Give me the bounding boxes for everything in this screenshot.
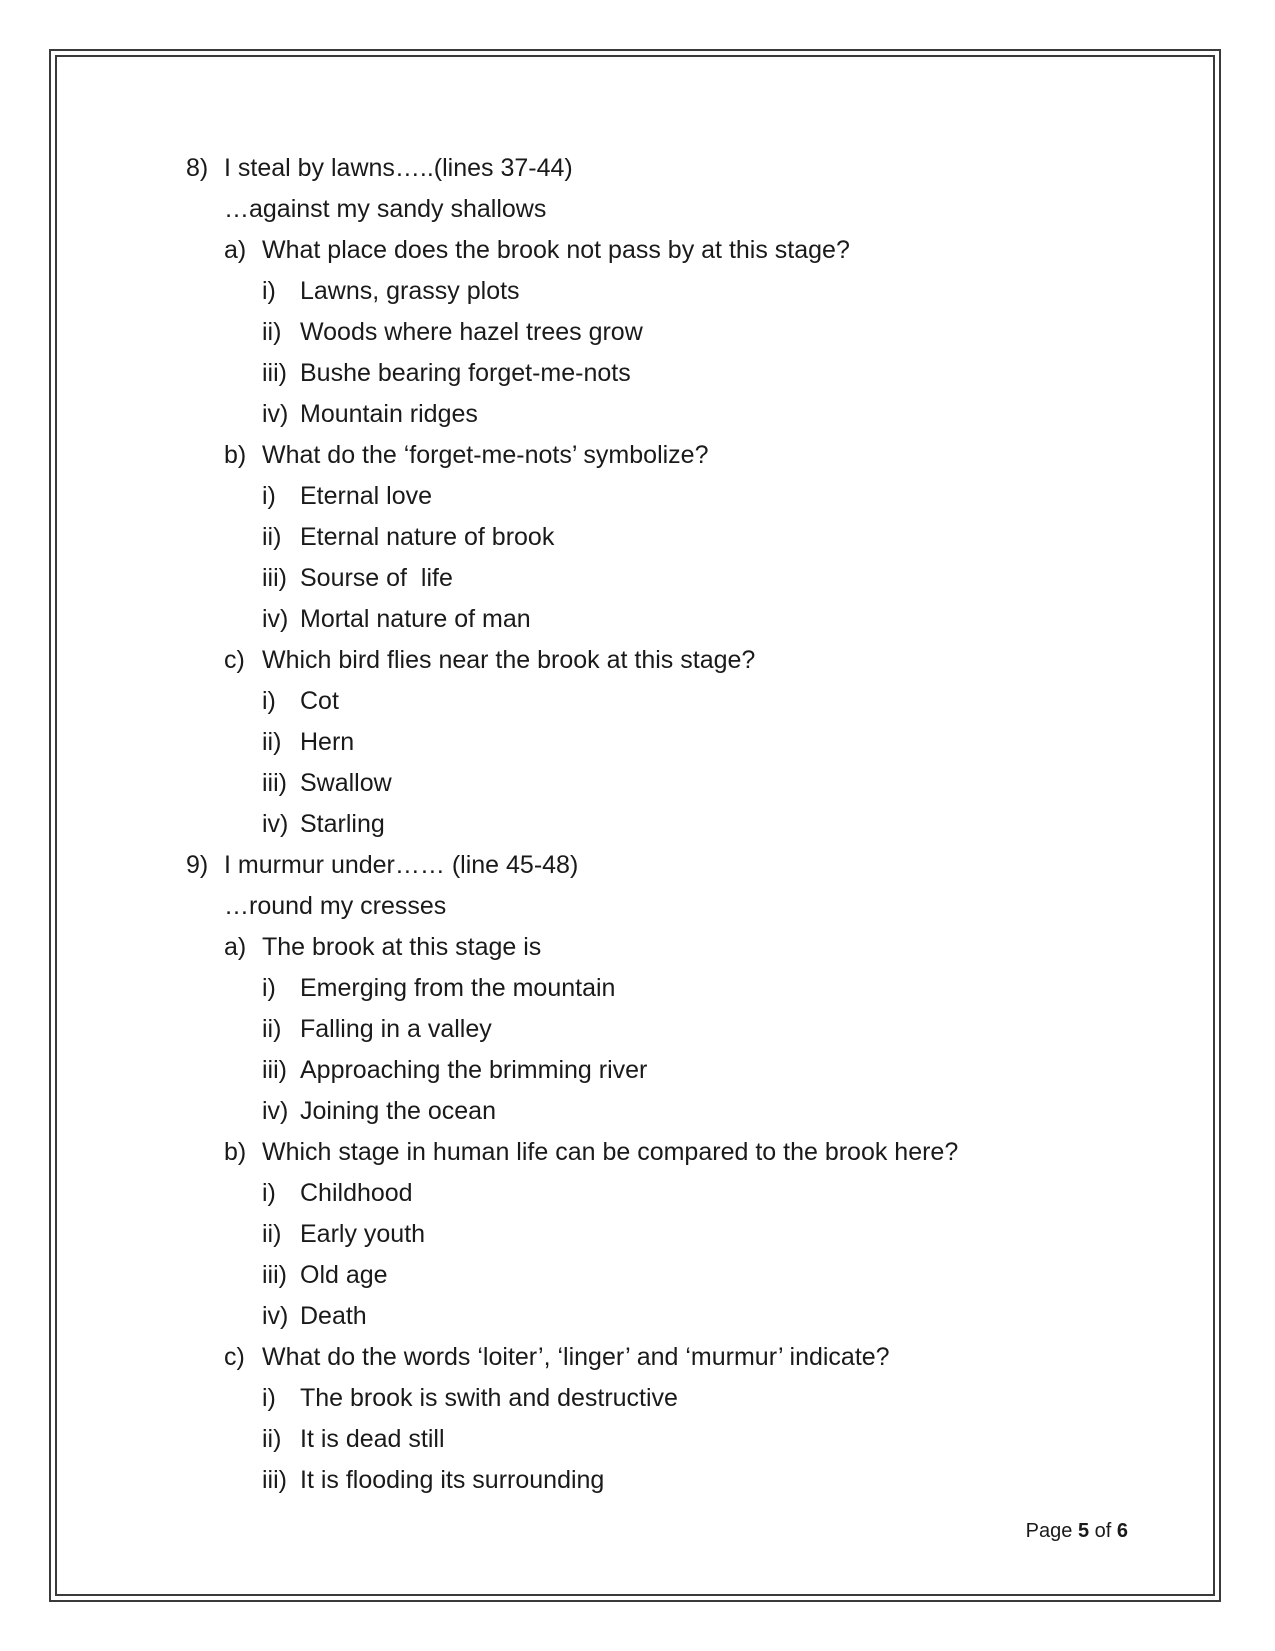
option-item: [186, 394, 1086, 435]
option-label: i): [262, 974, 276, 1002]
question-number: 8): [186, 154, 209, 182]
option-item: [186, 1214, 1086, 1255]
option-text: It is flooding its surrounding: [300, 1466, 605, 1494]
option-item: [186, 681, 1086, 722]
question-content: [186, 148, 1086, 1501]
option-text: Eternal love: [300, 482, 433, 510]
option-label: i): [262, 277, 276, 305]
part-label: b): [224, 441, 247, 469]
total-pages-number: 6: [1116, 1520, 1128, 1542]
page-number-footer: [1026, 1520, 1128, 1543]
part-question: What do the ‘forget-me-nots’ symbolize?: [262, 441, 709, 469]
option-label: iv): [262, 1302, 289, 1330]
option-label: i): [262, 1179, 276, 1207]
question-9-title: [186, 845, 1086, 886]
option-label: iii): [262, 564, 287, 592]
question-subtitle: …round my cresses: [224, 892, 447, 920]
question-title: I steal by lawns…..(lines 37-44): [224, 154, 573, 182]
option-text: Lawns, grassy plots: [300, 277, 520, 305]
option-text: Bushe bearing forget-me-nots: [300, 359, 631, 387]
option-item: [186, 1173, 1086, 1214]
option-label: iii): [262, 359, 287, 387]
option-label: iii): [262, 1056, 287, 1084]
option-label: ii): [262, 1425, 282, 1453]
option-label: iv): [262, 605, 289, 633]
option-label: ii): [262, 1015, 282, 1043]
option-item: [186, 1296, 1086, 1337]
option-text: Starling: [300, 810, 385, 838]
part-question: What place does the brook not pass by at this stage?: [262, 236, 850, 264]
option-text: Mortal nature of man: [300, 605, 531, 633]
part-label: a): [224, 236, 247, 264]
option-text: Joining the ocean: [300, 1097, 496, 1125]
option-label: ii): [262, 318, 282, 346]
option-text: Swallow: [300, 769, 392, 797]
question-8a: [186, 230, 1086, 271]
option-text: Death: [300, 1302, 367, 1330]
part-question: Which bird flies near the brook at this stage?: [262, 646, 756, 674]
question-8-subtitle: [186, 189, 1086, 230]
part-question: The brook at this stage is: [262, 933, 542, 961]
option-item: [186, 271, 1086, 312]
option-item: [186, 312, 1086, 353]
option-label: ii): [262, 523, 282, 551]
question-9a: [186, 927, 1086, 968]
option-label: iv): [262, 810, 289, 838]
option-item: [186, 763, 1086, 804]
option-label: i): [262, 482, 276, 510]
part-label: c): [224, 1343, 245, 1371]
option-text: Falling in a valley: [300, 1015, 492, 1043]
option-item: [186, 1091, 1086, 1132]
option-label: iv): [262, 1097, 289, 1125]
option-item: [186, 1009, 1086, 1050]
option-text: Childhood: [300, 1179, 413, 1207]
part-question: Which stage in human life can be compared to the brook here?: [262, 1138, 959, 1166]
option-item: [186, 1255, 1086, 1296]
part-question: What do the words ‘loiter’, ‘linger’ and ‘murmur’ indicate?: [262, 1343, 890, 1371]
question-9b: [186, 1132, 1086, 1173]
option-text: Old age: [300, 1261, 388, 1289]
question-8b: [186, 435, 1086, 476]
option-item: [186, 558, 1086, 599]
question-9-subtitle: [186, 886, 1086, 927]
option-item: [186, 476, 1086, 517]
question-number: 9): [186, 851, 209, 879]
option-text: Eternal nature of brook: [300, 523, 555, 551]
option-text: The brook is swith and destructive: [300, 1384, 678, 1412]
question-title: I murmur under…… (line 45-48): [224, 851, 579, 879]
option-item: [186, 722, 1086, 763]
option-item: [186, 599, 1086, 640]
part-label: a): [224, 933, 247, 961]
option-text: Woods where hazel trees grow: [300, 318, 643, 346]
part-label: c): [224, 646, 245, 674]
option-text: Approaching the brimming river: [300, 1056, 648, 1084]
option-text: Early youth: [300, 1220, 426, 1248]
option-label: ii): [262, 728, 282, 756]
question-8c: [186, 640, 1086, 681]
option-label: iii): [262, 1261, 287, 1289]
option-item: [186, 1050, 1086, 1091]
option-text: Hern: [300, 728, 355, 756]
of-word: of: [1094, 1520, 1112, 1542]
question-subtitle: …against my sandy shallows: [224, 195, 547, 223]
option-item: [186, 1378, 1086, 1419]
option-text: Cot: [300, 687, 339, 715]
option-label: iv): [262, 400, 289, 428]
option-text: It is dead still: [300, 1425, 445, 1453]
option-item: [186, 968, 1086, 1009]
part-label: b): [224, 1138, 247, 1166]
option-item: [186, 353, 1086, 394]
option-label: iii): [262, 769, 287, 797]
option-item: [186, 517, 1086, 558]
option-label: iii): [262, 1466, 287, 1494]
current-page-number: 5: [1077, 1520, 1090, 1542]
option-label: i): [262, 1384, 276, 1412]
option-text: Sourse of life: [300, 564, 453, 592]
question-8-title: [186, 148, 1086, 189]
page-word: Page: [1025, 1520, 1073, 1542]
option-text: Emerging from the mountain: [300, 974, 616, 1002]
option-item: [186, 1460, 1086, 1501]
option-item: [186, 1419, 1086, 1460]
option-item: [186, 804, 1086, 845]
option-label: i): [262, 687, 276, 715]
option-label: ii): [262, 1220, 282, 1248]
question-9c: [186, 1337, 1086, 1378]
option-text: Mountain ridges: [300, 400, 478, 428]
